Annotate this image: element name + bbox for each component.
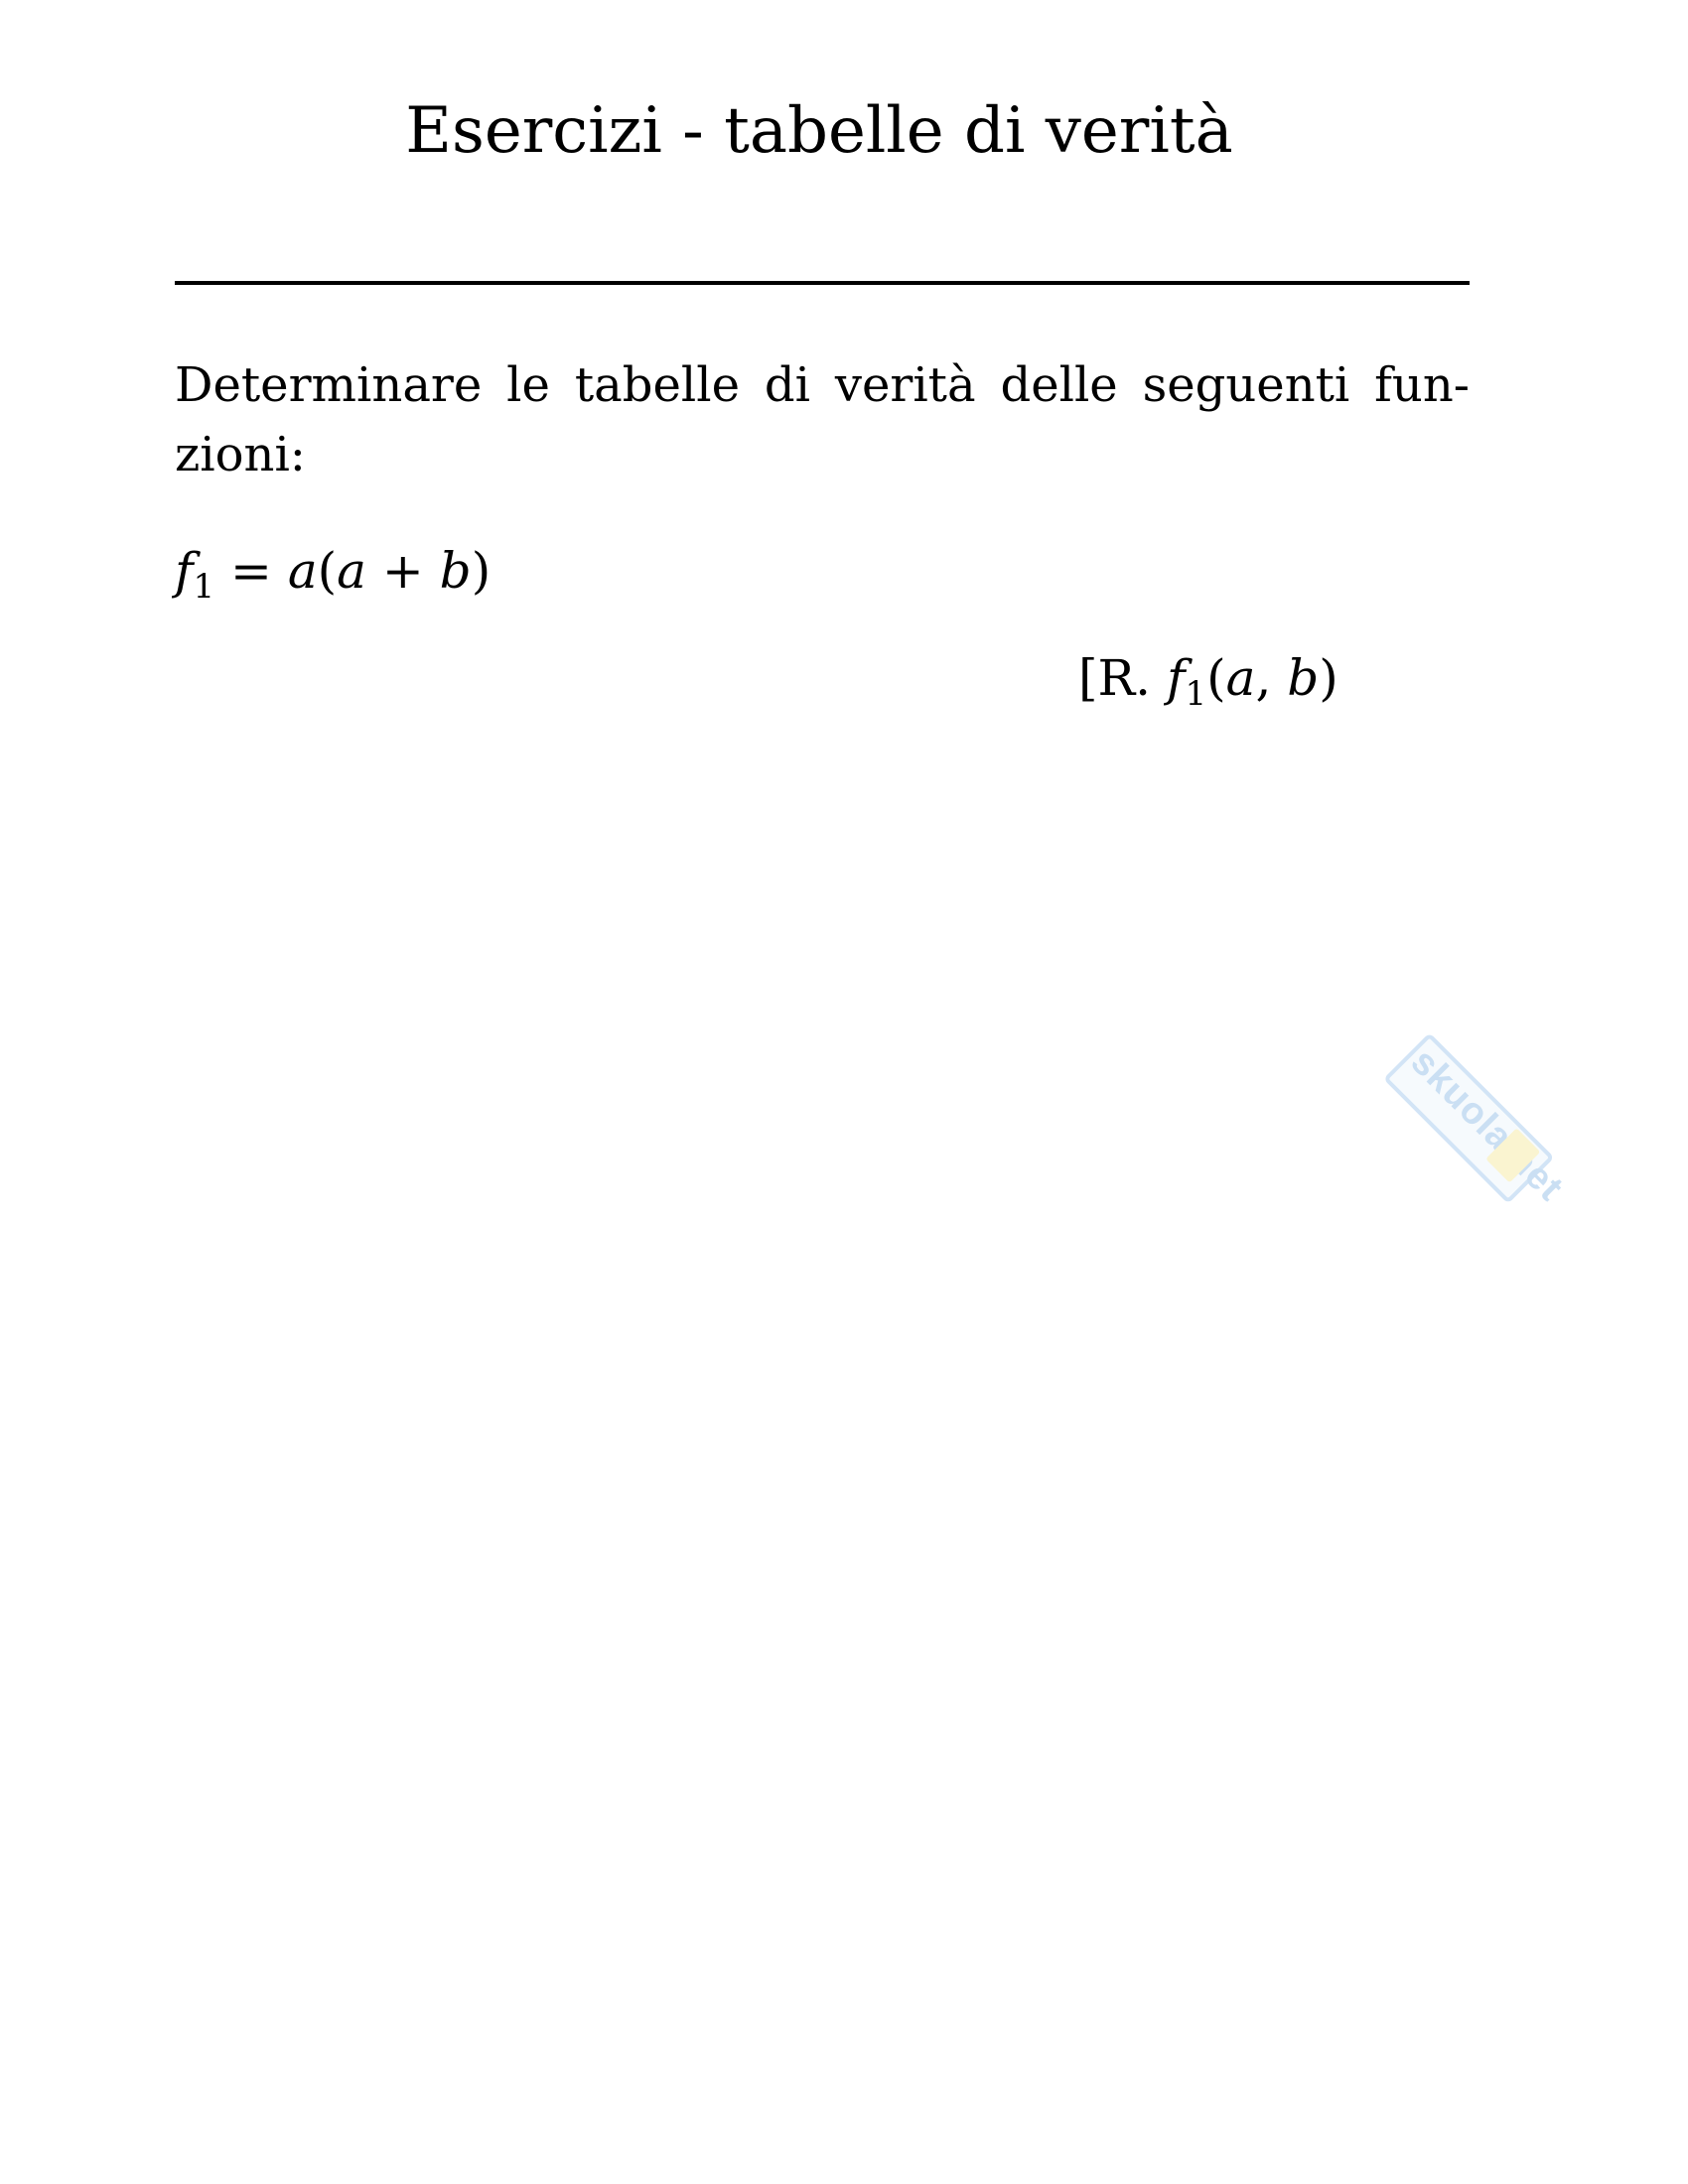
answer-function-name: f	[1166, 649, 1186, 707]
open-paren: (	[317, 542, 338, 600]
skuola-watermark-logo	[1352, 1005, 1577, 1229]
function-name: f	[175, 542, 194, 600]
instruction-word: verità	[834, 357, 976, 413]
plus-sign: +	[365, 542, 440, 600]
instructions-line-1	[175, 350, 1470, 420]
instruction-word: delle	[1000, 357, 1118, 413]
horizontal-rule	[175, 281, 1470, 285]
instruction-word: le	[506, 357, 550, 413]
answer-function-subscript: 1	[1185, 674, 1207, 714]
open-paren: (	[1206, 649, 1226, 707]
answer-reference	[1078, 643, 1338, 729]
function-subscript: 1	[193, 567, 215, 607]
instruction-word: di	[764, 357, 810, 413]
close-paren: )	[1319, 649, 1338, 707]
instruction-word: seguenti	[1142, 357, 1350, 413]
close-paren: )	[471, 542, 492, 600]
instructions-line-2: zioni:	[175, 427, 306, 482]
variable-a: a	[337, 542, 366, 600]
comma: ,	[1255, 649, 1288, 707]
instruction-word: Determinare	[175, 357, 483, 413]
variable-a: a	[1225, 649, 1256, 707]
exercise-instructions	[175, 350, 1470, 489]
variable-b: b	[1287, 649, 1320, 707]
function-definition	[175, 536, 491, 621]
variable-a: a	[287, 542, 318, 600]
variable-b: b	[439, 542, 472, 600]
watermark-text: skuola.net	[1402, 1040, 1572, 1210]
instruction-word: tabelle	[574, 357, 740, 413]
instruction-word: fun-	[1374, 357, 1470, 413]
answer-prefix: [R.	[1078, 649, 1167, 707]
equals-sign: =	[214, 542, 288, 600]
page-title: Esercizi - tabelle di verità	[405, 94, 1233, 168]
